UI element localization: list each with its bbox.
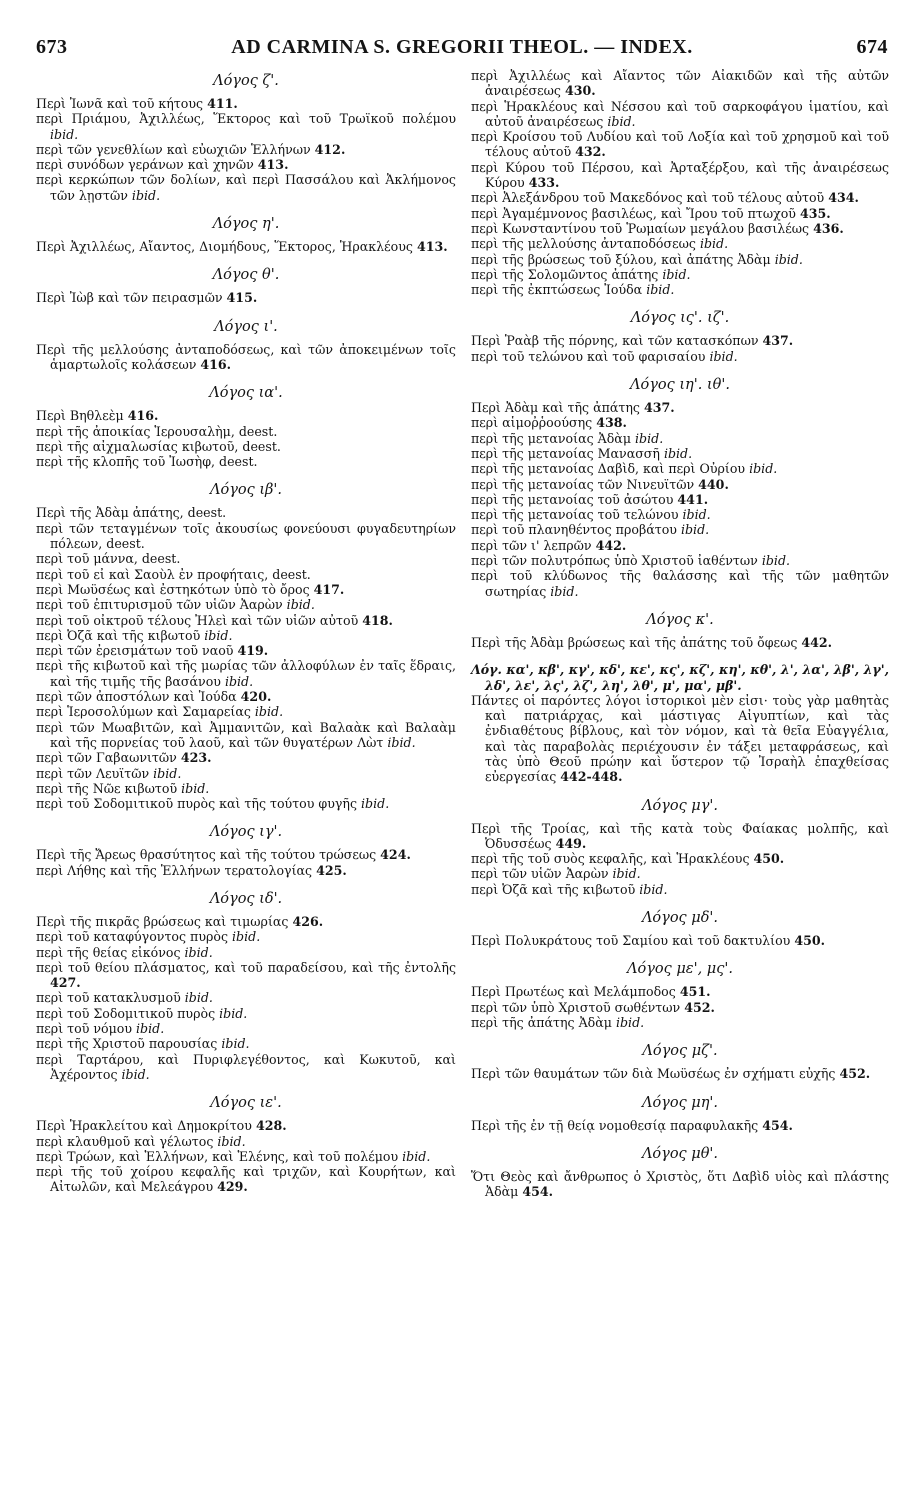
section-heading: Λόγος ιβ'.	[210, 482, 282, 499]
section-heading: Λόγος ιη'. ιθ'.	[630, 377, 730, 394]
index-entry: Περὶ Ἀχιλλέως, Αἴαντος, Διομήδους, Ἕκτορος, Ἡρακλέους 413.	[36, 239, 448, 255]
index-entry: περὶ Κροίσου τοῦ Λυδίου καὶ τοῦ Λοξία καὶ τοῦ χρησμοῦ καὶ τοῦ τέλους αὐτοῦ 432.	[471, 129, 889, 160]
index-entry: περὶ τῶν γενεθλίων καὶ εὐωχιῶν Ἑλλήνων 412.	[36, 141, 346, 157]
index-entry: περὶ τῶν ἀποστόλων καὶ Ἰούδα 420.	[36, 689, 272, 705]
index-entry: περὶ κλαυθμοῦ καὶ γέλωτος ibid.	[36, 1133, 246, 1149]
index-entry: περὶ τῆς μετανοίας Μανασσῆ ibid.	[471, 445, 693, 461]
index-entry: περὶ τῶν ἐρεισμάτων τοῦ ναοῦ 419.	[36, 643, 269, 659]
index-entry: περὶ τῆς μετανοίας τῶν Νινευϊτῶν 440.	[471, 476, 729, 492]
index-entry: περὶ τῶν Γαβαωνιτῶν 423.	[36, 750, 212, 766]
index-entry: περὶ τῆς θείας εἰκόνος ibid.	[36, 944, 213, 960]
section-heading: Λόγος ιδ'.	[209, 890, 283, 907]
index-entry: περὶ τοῦ Σοδομιτικοῦ πυρὸς καὶ τῆς τούτου φυγῆς ibid.	[36, 796, 390, 812]
index-entry: περὶ τῆς κιβωτοῦ καὶ τῆς μωρίας τῶν ἀλλοφύλων ἐν ταῖς ἕδραις, καὶ τῆς τιμῆς τῆς βασάνου ibid.	[36, 658, 456, 689]
index-entry: περὶ τῶν Μωαβιτῶν, καὶ Ἀμμανιτῶν, καὶ Βαλαὰκ καὶ Βαλαὰμ καὶ τῆς πορνείας τοῦ λαοῦ, καὶ τῶν θυγατέρων Λὼτ ibid.	[36, 719, 456, 750]
index-entry: περὶ τῆς τοῦ συὸς κεφαλῆς, καὶ Ἡρακλέους 450.	[471, 851, 785, 867]
right-column	[471, 68, 889, 1199]
index-entry: Περὶ Ἡρακλείτου καὶ Δημοκρίτου 428.	[36, 1118, 287, 1134]
combined-orations-heading: Λόγ. κα', κβ', κγ', κδ', κε', κς', κζ', κη', κθ', λ', λα', λβ', λγ', λδ', λε', λς', λζ', λη', λθ', μ', μα', μβ'.	[471, 662, 889, 693]
index-entry: περὶ τῶν ὑπὸ Χριστοῦ σωθέντων 452.	[471, 999, 715, 1015]
index-entry: περὶ τοῦ κλύδωνος τῆς θαλάσσης καὶ τῆς τῶν μαθητῶν σωτηρίας ibid.	[471, 568, 889, 599]
index-entry: περὶ τῶν Λευϊτῶν ibid.	[36, 765, 182, 781]
index-entry: περὶ Ἱεροσολύμων καὶ Σαμαρείας ibid.	[36, 704, 284, 720]
index-entry: περὶ τῆς ἐκπτώσεως Ἰούδα ibid.	[471, 282, 675, 298]
running-title: AD CARMINA S. GREGORII THEOL. — INDEX.	[231, 36, 693, 58]
section-heading: Λόγος ι'.	[214, 318, 278, 335]
index-entry: Περὶ τῆς Ἀδὰμ ἀπάτης, deest.	[36, 505, 227, 521]
index-entry: περὶ Τρώων, καὶ Ἑλλήνων, καὶ Ἑλένης, καὶ τοῦ πολέμου ibid.	[36, 1148, 431, 1164]
index-entry: περὶ τῆς ἀποικίας Ἱερουσαλὴμ, deest.	[36, 423, 278, 439]
section-heading: Λόγος με', μς'.	[627, 961, 733, 978]
index-entry: Περὶ τῆς μελλούσης ἀνταποδόσεως, καὶ τῶν ἀποκειμένων τοῖς ἁμαρτωλοῖς κολάσεων 416.	[36, 341, 456, 372]
section-heading: Λόγος μη'.	[641, 1094, 719, 1111]
index-entry: Περὶ τῆς Ἄρεως θρασύτητος καὶ τῆς τούτου τρώσεως 424.	[36, 847, 411, 863]
index-entry: Περὶ Πρωτέως καὶ Μελάμποδος 451.	[471, 984, 711, 1000]
index-entry: περὶ τοῦ κατακλυσμοῦ ibid.	[36, 990, 213, 1006]
index-entry: Περὶ τῆς Ἀδὰμ βρώσεως καὶ τῆς ἀπάτης τοῦ ὄφεως 442.	[471, 634, 833, 650]
index-entry: περὶ Λήθης καὶ τῆς Ἑλλήνων τερατολογίας 425.	[36, 862, 347, 878]
index-entry: περὶ Ταρτάρου, καὶ Πυριφλεγέθοντος, καὶ Κωκυτοῦ, καὶ Ἀχέροντος ibid.	[36, 1051, 456, 1082]
index-entry: περὶ Ἀλεξάνδρου τοῦ Μακεδόνος καὶ τοῦ τέλους αὐτοῦ 434.	[471, 190, 859, 206]
index-entry: Περὶ Ἰωνᾶ καὶ τοῦ κήτους 411.	[36, 96, 238, 111]
index-entry: περὶ τῆς ἀπάτης Ἀδὰμ ibid.	[471, 1014, 645, 1030]
index-entry: Ὅτι Θεὸς καὶ ἄνθρωπος ὁ Χριστὸς, ὅτι Δαβὶδ υἱὸς καὶ πλάστης Ἀδὰμ 454.	[471, 1168, 889, 1200]
index-entry: περὶ τοῦ εἰ καὶ Σαοὺλ ἐν προφήταις, deest.	[36, 566, 311, 582]
index-entry: Περὶ Βηθλεὲμ 416.	[36, 408, 159, 424]
index-entry: περὶ Ἀγαμέμνονος βασιλέως, καὶ Ἴρου τοῦ πτωχοῦ 435.	[471, 205, 831, 221]
section-heading: Λόγος η'.	[212, 216, 280, 233]
index-entry: περὶ κερκώπων τῶν δολίων, καὶ περὶ Πασσάλου καὶ Ἀκλήμονος τῶν λῃστῶν ibid.	[36, 172, 456, 203]
left-column	[36, 68, 456, 1195]
index-entry: περὶ τοῦ θείου πλάσματος, καὶ τοῦ παραδείσου, καὶ τῆς ἐντολῆς 427.	[36, 959, 456, 991]
section-heading: Λόγος ις'. ιζ'.	[630, 310, 730, 327]
index-entry: περὶ τοῦ πλανηθέντος προβάτου ibid.	[471, 522, 710, 538]
page-number-left: 673	[36, 36, 68, 58]
page-number-right: 674	[856, 36, 888, 58]
index-entry: Περὶ Ῥαὰβ τῆς πόρνης, καὶ τῶν κατασκόπων 437.	[471, 333, 794, 349]
section-heading: Λόγος ια'.	[209, 385, 283, 402]
index-entry: περὶ τῆς Νῶε κιβωτοῦ ibid.	[36, 780, 210, 796]
index-entry: Περὶ Πολυκράτους τοῦ Σαμίου καὶ τοῦ δακτυλίου 450.	[471, 933, 826, 949]
running-header	[36, 36, 888, 62]
index-entry: περὶ τοῦ μάννα, deest.	[36, 551, 181, 567]
index-entry: περὶ τοῦ τελώνου καὶ τοῦ φαρισαίου ibid.	[471, 348, 738, 364]
section-heading: Λόγος ιγ'.	[209, 824, 283, 841]
section-heading: Λόγος μγ'.	[641, 797, 718, 814]
index-entry: περὶ Κύρου τοῦ Πέρσου, καὶ Ἀρταξέρξου, καὶ τῆς ἀναιρέσεως Κύρου 433.	[471, 159, 889, 191]
index-entry: περὶ τῆς μετανοίας Δαβὶδ, καὶ περὶ Οὐρίου ibid.	[471, 461, 778, 477]
index-entry: Περὶ τῆς Τροίας, καὶ τῆς κατὰ τοὺς Φαίακας μολπῆς, καὶ Ὀδυσσέως 449.	[471, 820, 889, 851]
index-entry: περὶ τῆς μετανοίας τοῦ τελώνου ibid.	[471, 507, 711, 523]
section-heading: Λόγος κ'.	[646, 611, 714, 628]
index-entry: περὶ τῆς κλοπῆς τοῦ Ἰωσὴφ, deest.	[36, 454, 258, 470]
index-entry: περὶ τῆς τοῦ χοίρου κεφαλῆς καὶ τριχῶν, καὶ Κουρήτων, καὶ Αἰτωλῶν, καὶ Μελεάγρου 429.	[36, 1164, 456, 1195]
index-entry: περὶ τῶν τεταγμένων τοῖς ἀκουσίως φονεύουσι φυγαδευτηρίων πόλεων, deest.	[36, 520, 456, 552]
index-entry: περὶ αἱμοῤῥοούσης 438.	[471, 415, 627, 431]
index-entry: περὶ τῆς αἰχμαλωσίας κιβωτοῦ, deest.	[36, 438, 281, 454]
index-entry: περὶ τῆς μελλούσης ἀνταποδόσεως ibid.	[471, 236, 729, 252]
index-entry: περὶ τῆς βρώσεως τοῦ ξύλου, καὶ ἀπάτης Ἀδὰμ ibid.	[471, 251, 803, 267]
index-entry: περὶ τοῦ καταφύγοντος πυρὸς ibid.	[36, 929, 261, 945]
index-entry: περὶ τοῦ οἰκτροῦ τέλους Ἠλεὶ καὶ τῶν υἱῶν αὐτοῦ 418.	[36, 612, 393, 628]
index-entry: περὶ Ὀζᾶ καὶ τῆς κιβωτοῦ ibid.	[36, 627, 233, 643]
index-entry: περὶ τῶν πολυτρόπως ὑπὸ Χριστοῦ ἰαθέντων ibid.	[471, 553, 791, 569]
section-heading: Λόγος μδ'.	[641, 910, 719, 927]
index-entry: περὶ τῶν ι' λεπρῶν 442.	[471, 537, 627, 553]
index-entry: Περὶ τῆς πικρᾶς βρώσεως καὶ τιμωρίας 426.	[36, 913, 324, 929]
section-heading: Λόγος μθ'.	[641, 1145, 719, 1162]
index-entry: περὶ Μωϋσέως καὶ ἐστηκότων ὑπὸ τὸ ὄρος 417.	[36, 581, 345, 597]
section-heading: Λόγος μζ'.	[642, 1043, 718, 1060]
index-entry: περὶ Ἀχιλλέως καὶ Αἴαντος τῶν Αἰακιδῶν καὶ τῆς αὐτῶν ἀναιρέσεως 430.	[471, 68, 889, 99]
index-entry: περὶ τῶν υἱῶν Ἀαρὼν ibid.	[471, 866, 641, 882]
index-entry: Περὶ τῶν θαυμάτων τῶν διὰ Μωϋσέως ἐν σχήματι εὐχῆς 452.	[471, 1066, 871, 1082]
index-entry: περὶ τῆς Χριστοῦ παρουσίας ibid.	[36, 1036, 250, 1052]
index-entry: περὶ Κωνσταντίνου τοῦ Ῥωμαίων μεγάλου βασιλέως 436.	[471, 220, 844, 236]
index-entry: Περὶ Ἰὼβ καὶ τῶν πειρασμῶν 415.	[36, 290, 258, 306]
index-entry: περὶ συνόδων γεράνων καὶ χηνῶν 413.	[36, 157, 289, 173]
index-entry: περὶ τῆς Σολομῶντος ἀπάτης ibid.	[471, 266, 691, 282]
index-entry: περὶ τοῦ ἐπιτυρισμοῦ τῶν υἱῶν Ἀαρὼν ibid.	[36, 597, 315, 613]
index-entry: Περὶ τῆς ἐν τῇ θείᾳ νομοθεσίᾳ παραφυλακῆς 454.	[471, 1117, 793, 1133]
index-entry: περὶ Πριάμου, Ἀχιλλέως, Ἕκτορος καὶ τοῦ Τρωϊκοῦ πολέμου ibid.	[36, 111, 456, 142]
section-heading: Λόγος θ'.	[212, 267, 280, 284]
index-entry: περὶ τῆς μετανοίας Ἀδὰμ ibid.	[471, 430, 664, 446]
index-entry: περὶ τῆς μετανοίας τοῦ ἀσώτου 441.	[471, 491, 709, 507]
index-entry: Πάντες οἱ παρόντες λόγοι ἱστορικοὶ μὲν εἰσι· τοὺς γὰρ μαθητὰς καὶ πατριάρχας, καὶ μάστιγας Αἰγυπτίων, καὶ τὰς ἐνδιαθέτους βίβλους, καὶ τὸν νόμον, καὶ τὰ θεῖα Εὐαγγέλια, καὶ τὰς παραβολὰς περιέχουσιν ἐν τάξει μεταφράσεως, καὶ τὰς ὑπὸ Θεοῦ πρώην καὶ ὕστερον τῷ Ἰσραὴλ ἐπαχθείσας εὐεργεσίας 442-448.	[471, 692, 889, 785]
index-entry: περὶ τοῦ νόμου ibid.	[36, 1021, 165, 1037]
index-entry: περὶ Ὀζᾶ καὶ τῆς κιβωτοῦ ibid.	[471, 881, 668, 897]
section-heading: Λόγος ζ'.	[213, 73, 279, 89]
index-entry: περὶ τοῦ Σοδομιτικοῦ πυρὸς ibid.	[36, 1005, 248, 1021]
index-entry: Περὶ Ἀδὰμ καὶ τῆς ἀπάτης 437.	[471, 400, 675, 416]
index-entry: περὶ Ἡρακλέους καὶ Νέσσου καὶ τοῦ σαρκοφάγου ἱματίου, καὶ αὐτοῦ ἀναιρέσεως ibid.	[471, 98, 889, 129]
section-heading: Λόγος ιε'.	[210, 1095, 282, 1112]
